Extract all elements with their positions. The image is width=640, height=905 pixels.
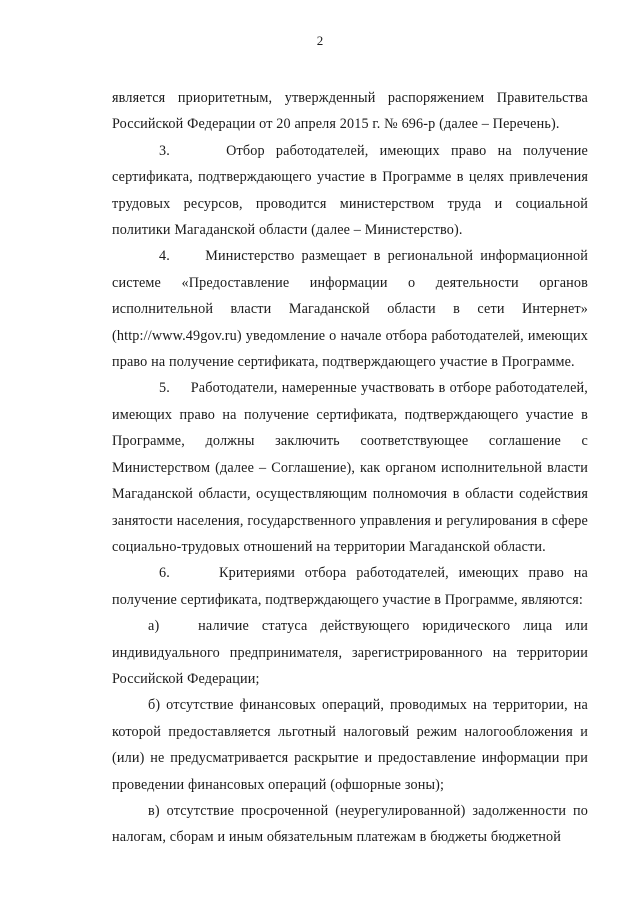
- paragraph-item-6: 6. Критериями отбора работодателей, имеющих право на получение сертификата, подтверждающего участие в Программе, являются:: [112, 565, 588, 608]
- paragraph-item-3: 3. Отбор работодателей, имеющих право на получение сертификата, подтверждающего участие в Программе в целях привлечения трудовых ресурсов, проводится министерством труда и социальной политики Магаданской области (далее – Министерство).: [112, 142, 588, 239]
- paragraph-perechen-continuation: является приоритетным, утвержденный распоряжением Правительства Российской Федерации от 20 апреля 2015 г. № 696-р (далее – Перечень).: [112, 90, 588, 133]
- paragraph-subitem-a: а) наличие статуса действующего юридического лица или индивидуального предпринимателя, зарегистрированного на территории Российской Федерации;: [112, 618, 588, 687]
- paragraph-subitem-b: б) отсутствие финансовых операций, проводимых на территории, на которой предоставляется льготный налоговый режим налогообложения и (или) не предусматривается раскрытие и предоставление информации при проведении финансовых операций (офшорные зоны);: [112, 697, 588, 793]
- paragraph-subitem-v: в) отсутствие просроченной (неурегулированной) задолженности по налогам, сборам и иным обязательным платежам в бюджеты бюджетной: [112, 802, 588, 846]
- paragraph-item-4: 4. Министерство размещает в региональной информационной системе «Предоставление информации о деятельности органов исполнительной власти Магаданской области в сети Интернет» (http://www.49gov.ru) уведомление о начале отбора работодателей, имеющих право на получение сертификата, подтверждающего участие в Программе.: [112, 248, 588, 371]
- document-body: [112, 85, 588, 851]
- page-number: 2: [316, 33, 324, 48]
- paragraph-item-5: 5. Работодатели, намеренные участвовать в отборе работодателей, имеющих право на получение сертификата, подтверждающего участие в Программе, должны заключить соответствующее соглашение с Министерством (далее – Соглашение), как органом исполнительной власти Магаданской области, осуществляющим полномочия в области содействия занятости населения, государственного управления и регулирования в сфере социально-трудовых отношений на территории Магаданской области.: [112, 380, 588, 555]
